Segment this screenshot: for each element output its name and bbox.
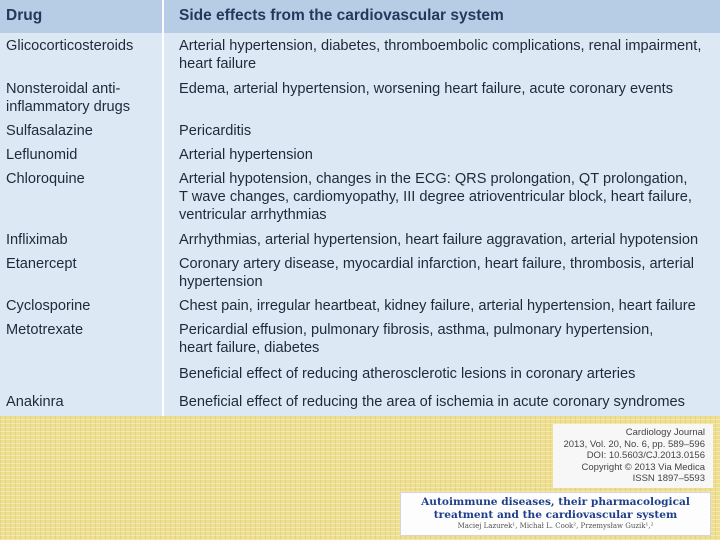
journal-copyright: Copyright © 2013 Via Medica bbox=[581, 461, 705, 473]
side-effects-cell: Arterial hypertension, diabetes, thromboembolic complications, renal impairment, heart failure bbox=[179, 38, 702, 72]
drug-cell: Chloroquine bbox=[6, 171, 85, 187]
journal-doi: DOI: 10.5603/CJ.2013.0156 bbox=[586, 450, 705, 461]
drug-cell: Infliximab bbox=[6, 232, 68, 248]
side-effects-cell: Edema, arterial hypertension, worsening heart failure, acute coronary events bbox=[179, 81, 674, 97]
header-drug: Drug bbox=[6, 7, 43, 24]
drug-cell: Sulfasalazine bbox=[6, 123, 93, 139]
side-effects-cell: Coronary artery disease, myocardial infarction, heart failure, thrombosis, arterial hypertension bbox=[179, 256, 695, 290]
side-effects-cell: Arrhythmias, arterial hypertension, heart failure aggravation, arterial hypotension bbox=[179, 232, 699, 248]
side-effects-cell: Arterial hypotension, changes in the ECG: QRS prolongation, QT prolongation, T wave changes, cardiomyopathy, III degree atrioventricular block, heart failure, ventricular arrhythmias bbox=[179, 171, 692, 223]
side-effects-cell: Arterial hypertension bbox=[179, 147, 313, 163]
paper-authors: Maciej Lazurek¹, Michał L. Cook², Przemysław Guzik¹,² bbox=[457, 522, 654, 530]
drug-cell: Leflunomid bbox=[6, 147, 78, 163]
side-effects-cell: Pericardial effusion, pulmonary fibrosis, asthma, pulmonary hypertension, heart failure, diabetes Beneficial effect of reducing atherosclerotic lesions in coronary arteries bbox=[179, 322, 654, 382]
side-effects-cell: Chest pain, irregular heartbeat, kidney failure, arterial hypertension, heart failure bbox=[179, 298, 696, 314]
drug-cell: Nonsteroidal anti- inflammatory drugs bbox=[6, 81, 131, 115]
journal-citation bbox=[553, 424, 713, 488]
drug-cell: Etanercept bbox=[6, 256, 77, 272]
paper-title-card bbox=[400, 492, 711, 536]
drug-cell: Cyclosporine bbox=[6, 298, 91, 314]
journal-issn: ISSN 1897–5593 bbox=[632, 473, 705, 484]
paper-title: Autoimmune diseases, their pharmacological treatment and the cardiovascular system bbox=[421, 496, 690, 521]
drug-cell: Glicocorticosteroids bbox=[6, 38, 134, 54]
drug-cell: Anakinra bbox=[6, 394, 64, 410]
side-effects-cell: Beneficial effect of reducing the area of ischemia in acute coronary syndromes bbox=[179, 394, 685, 410]
column-divider bbox=[162, 0, 164, 416]
journal-name: Cardiology Journal bbox=[625, 427, 705, 438]
header-side-effects: Side effects from the cardiovascular system bbox=[179, 7, 504, 24]
side-effects-cell: Pericarditis bbox=[179, 123, 252, 139]
drug-cell: Metotrexate bbox=[6, 322, 84, 338]
journal-volume: 2013, Vol. 20, No. 6, pp. 589–596 bbox=[563, 438, 705, 450]
